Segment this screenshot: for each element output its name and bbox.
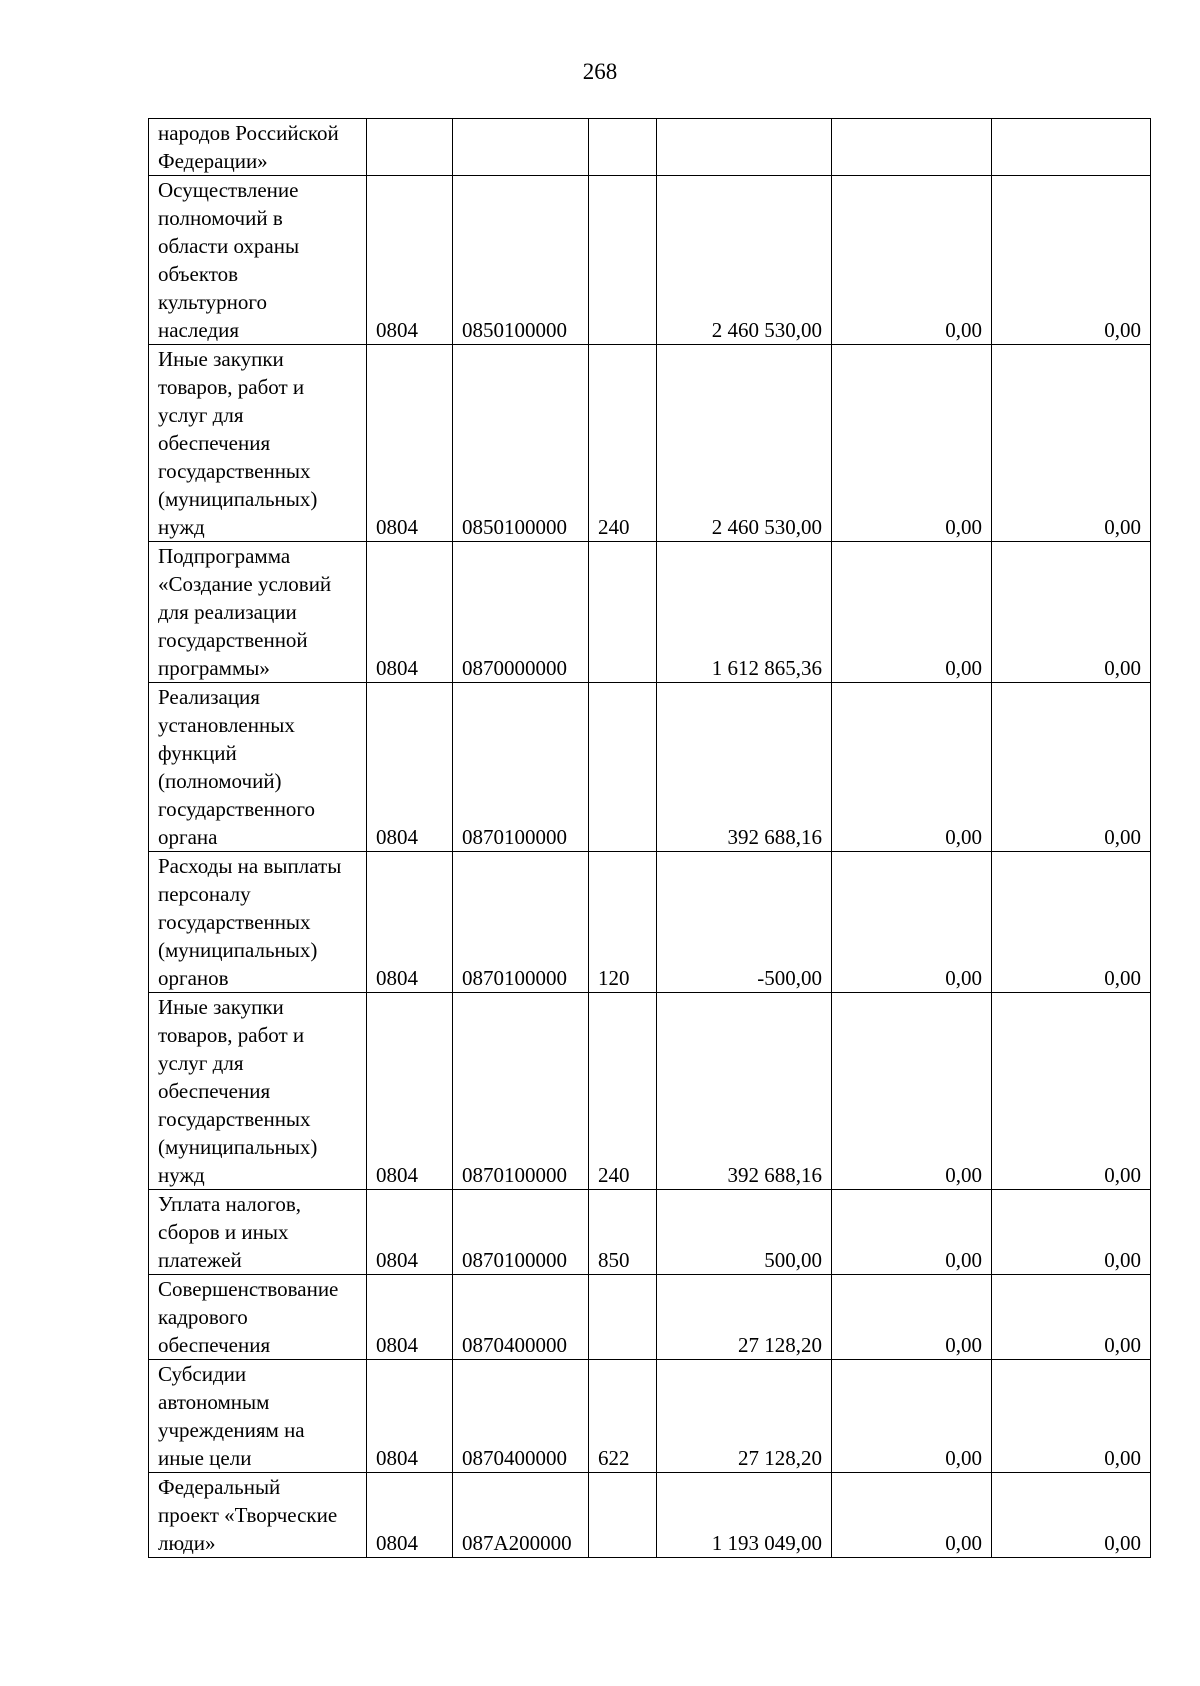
budget-table xyxy=(148,118,1151,1558)
item-name-line: Расходы на выплаты xyxy=(158,854,342,878)
table-row xyxy=(149,176,1151,345)
item-name-line: нужд xyxy=(158,515,205,539)
expense-type-cell xyxy=(589,176,657,345)
expense-type-cell xyxy=(589,683,657,852)
expense-type-cell xyxy=(589,542,657,683)
amount-cell-3: 0,00 xyxy=(992,1190,1151,1275)
item-name-line: нужд xyxy=(158,1163,205,1187)
item-name-cell xyxy=(149,176,367,345)
expense-type-cell: 240 xyxy=(589,993,657,1190)
amount-cell-3: 0,00 xyxy=(992,993,1151,1190)
table-row xyxy=(149,119,1151,176)
item-name-cell xyxy=(149,1360,367,1473)
amount-cell-2: 0,00 xyxy=(832,1360,992,1473)
section-code-cell: 0804 xyxy=(367,993,453,1190)
item-name-line: сборов и иных xyxy=(158,1220,289,1244)
item-name-line: Субсидии xyxy=(158,1362,247,1386)
amount-cell-1: 27 128,20 xyxy=(657,1275,832,1360)
target-article-cell: 087А200000 xyxy=(453,1473,589,1558)
amount-cell-2 xyxy=(832,119,992,176)
amount-cell-1: -500,00 xyxy=(657,852,832,993)
amount-cell-2: 0,00 xyxy=(832,345,992,542)
item-name-line: государственных xyxy=(158,459,311,483)
item-name-line: обеспечения xyxy=(158,1333,271,1357)
item-name-line: услуг для xyxy=(158,1051,244,1075)
item-name-line: объектов xyxy=(158,262,239,286)
item-name-line: товаров, работ и xyxy=(158,1023,305,1047)
item-name-line: платежей xyxy=(158,1248,242,1272)
item-name-line: иные цели xyxy=(158,1446,252,1470)
item-name-line: области охраны xyxy=(158,234,300,258)
item-name-line: Федерации» xyxy=(158,149,268,173)
table-row xyxy=(149,1473,1151,1558)
section-code-cell: 0804 xyxy=(367,1275,453,1360)
item-name-line: люди» xyxy=(158,1531,216,1555)
item-name-line: государственных xyxy=(158,1107,311,1131)
section-code-cell xyxy=(367,119,453,176)
expense-type-cell: 240 xyxy=(589,345,657,542)
amount-cell-2: 0,00 xyxy=(832,1190,992,1275)
item-name-line: «Создание условий xyxy=(158,572,332,596)
amount-cell-3: 0,00 xyxy=(992,176,1151,345)
table-row xyxy=(149,852,1151,993)
section-code-cell: 0804 xyxy=(367,1360,453,1473)
amount-cell-3: 0,00 xyxy=(992,1360,1151,1473)
item-name-line: персоналу xyxy=(158,882,251,906)
item-name-line: Уплата налогов, xyxy=(158,1192,302,1216)
item-name-cell xyxy=(149,1275,367,1360)
target-article-cell: 0870000000 xyxy=(453,542,589,683)
item-name-cell xyxy=(149,119,367,176)
expense-type-cell: 120 xyxy=(589,852,657,993)
amount-cell-2: 0,00 xyxy=(832,176,992,345)
target-article-cell: 0870400000 xyxy=(453,1275,589,1360)
budget-table-body xyxy=(149,119,1151,1558)
amount-cell-1: 2 460 530,00 xyxy=(657,345,832,542)
table-row xyxy=(149,683,1151,852)
amount-cell-1 xyxy=(657,119,832,176)
item-name-cell xyxy=(149,1473,367,1558)
expense-type-cell: 850 xyxy=(589,1190,657,1275)
item-name-cell xyxy=(149,993,367,1190)
item-name-line: установленных xyxy=(158,713,295,737)
item-name-line: обеспечения xyxy=(158,1079,271,1103)
amount-cell-1: 1 193 049,00 xyxy=(657,1473,832,1558)
table-row xyxy=(149,1275,1151,1360)
amount-cell-3: 0,00 xyxy=(992,345,1151,542)
item-name-line: государственных xyxy=(158,910,311,934)
amount-cell-3: 0,00 xyxy=(992,852,1151,993)
item-name-line: государственной xyxy=(158,628,308,652)
table-row xyxy=(149,1190,1151,1275)
item-name-line: Подпрограмма xyxy=(158,544,291,568)
item-name-line: Осуществление xyxy=(158,178,299,202)
item-name-line: наследия xyxy=(158,318,239,342)
item-name-line: Иные закупки xyxy=(158,995,284,1019)
table-row xyxy=(149,345,1151,542)
target-article-cell: 0850100000 xyxy=(453,345,589,542)
item-name-cell xyxy=(149,1190,367,1275)
target-article-cell: 0850100000 xyxy=(453,176,589,345)
page-number: 268 xyxy=(582,59,618,84)
item-name-line: для реализации xyxy=(158,600,297,624)
item-name-line: функций xyxy=(158,741,237,765)
item-name-line: Совершенствование xyxy=(158,1277,339,1301)
item-name-cell xyxy=(149,852,367,993)
target-article-cell: 0870100000 xyxy=(453,683,589,852)
item-name-line: органа xyxy=(158,825,218,849)
amount-cell-3: 0,00 xyxy=(992,542,1151,683)
target-article-cell: 0870100000 xyxy=(453,852,589,993)
item-name-line: Федеральный xyxy=(158,1475,281,1499)
amount-cell-3: 0,00 xyxy=(992,683,1151,852)
item-name-line: кадрового xyxy=(158,1305,248,1329)
item-name-line: народов Российской xyxy=(158,121,339,145)
table-row xyxy=(149,542,1151,683)
expense-type-cell xyxy=(589,1275,657,1360)
amount-cell-2: 0,00 xyxy=(832,683,992,852)
section-code-cell: 0804 xyxy=(367,852,453,993)
amount-cell-2: 0,00 xyxy=(832,1473,992,1558)
item-name-line: Реализация xyxy=(158,685,260,709)
item-name-line: (муниципальных) xyxy=(158,487,318,511)
item-name-line: (муниципальных) xyxy=(158,938,318,962)
item-name-line: услуг для xyxy=(158,403,244,427)
item-name-line: программы» xyxy=(158,656,270,680)
item-name-cell xyxy=(149,345,367,542)
target-article-cell: 0870100000 xyxy=(453,1190,589,1275)
target-article-cell: 0870400000 xyxy=(453,1360,589,1473)
target-article-cell: 0870100000 xyxy=(453,993,589,1190)
section-code-cell: 0804 xyxy=(367,176,453,345)
section-code-cell: 0804 xyxy=(367,345,453,542)
item-name-line: автономным xyxy=(158,1390,270,1414)
item-name-cell xyxy=(149,542,367,683)
item-name-line: государственного xyxy=(158,797,316,821)
target-article-cell xyxy=(453,119,589,176)
section-code-cell: 0804 xyxy=(367,1473,453,1558)
section-code-cell: 0804 xyxy=(367,542,453,683)
table-row xyxy=(149,1360,1151,1473)
section-code-cell: 0804 xyxy=(367,1190,453,1275)
amount-cell-1: 500,00 xyxy=(657,1190,832,1275)
item-name-line: полномочий в xyxy=(158,206,283,230)
table-row xyxy=(149,993,1151,1190)
amount-cell-3: 0,00 xyxy=(992,1473,1151,1558)
item-name-line: культурного xyxy=(158,290,267,314)
amount-cell-1: 27 128,20 xyxy=(657,1360,832,1473)
item-name-line: органов xyxy=(158,966,229,990)
item-name-line: проект «Творческие xyxy=(158,1503,338,1527)
amount-cell-1: 1 612 865,36 xyxy=(657,542,832,683)
amount-cell-2: 0,00 xyxy=(832,542,992,683)
item-name-line: товаров, работ и xyxy=(158,375,305,399)
expense-type-cell: 622 xyxy=(589,1360,657,1473)
item-name-line: Иные закупки xyxy=(158,347,284,371)
amount-cell-2: 0,00 xyxy=(832,993,992,1190)
amount-cell-2: 0,00 xyxy=(832,1275,992,1360)
amount-cell-3 xyxy=(992,119,1151,176)
amount-cell-2: 0,00 xyxy=(832,852,992,993)
item-name-line: обеспечения xyxy=(158,431,271,455)
item-name-line: (муниципальных) xyxy=(158,1135,318,1159)
expense-type-cell xyxy=(589,119,657,176)
item-name-cell xyxy=(149,683,367,852)
expense-type-cell xyxy=(589,1473,657,1558)
amount-cell-1: 2 460 530,00 xyxy=(657,176,832,345)
amount-cell-1: 392 688,16 xyxy=(657,683,832,852)
amount-cell-3: 0,00 xyxy=(992,1275,1151,1360)
item-name-line: (полномочий) xyxy=(158,769,282,793)
amount-cell-1: 392 688,16 xyxy=(657,993,832,1190)
item-name-line: учреждениям на xyxy=(158,1418,305,1442)
section-code-cell: 0804 xyxy=(367,683,453,852)
